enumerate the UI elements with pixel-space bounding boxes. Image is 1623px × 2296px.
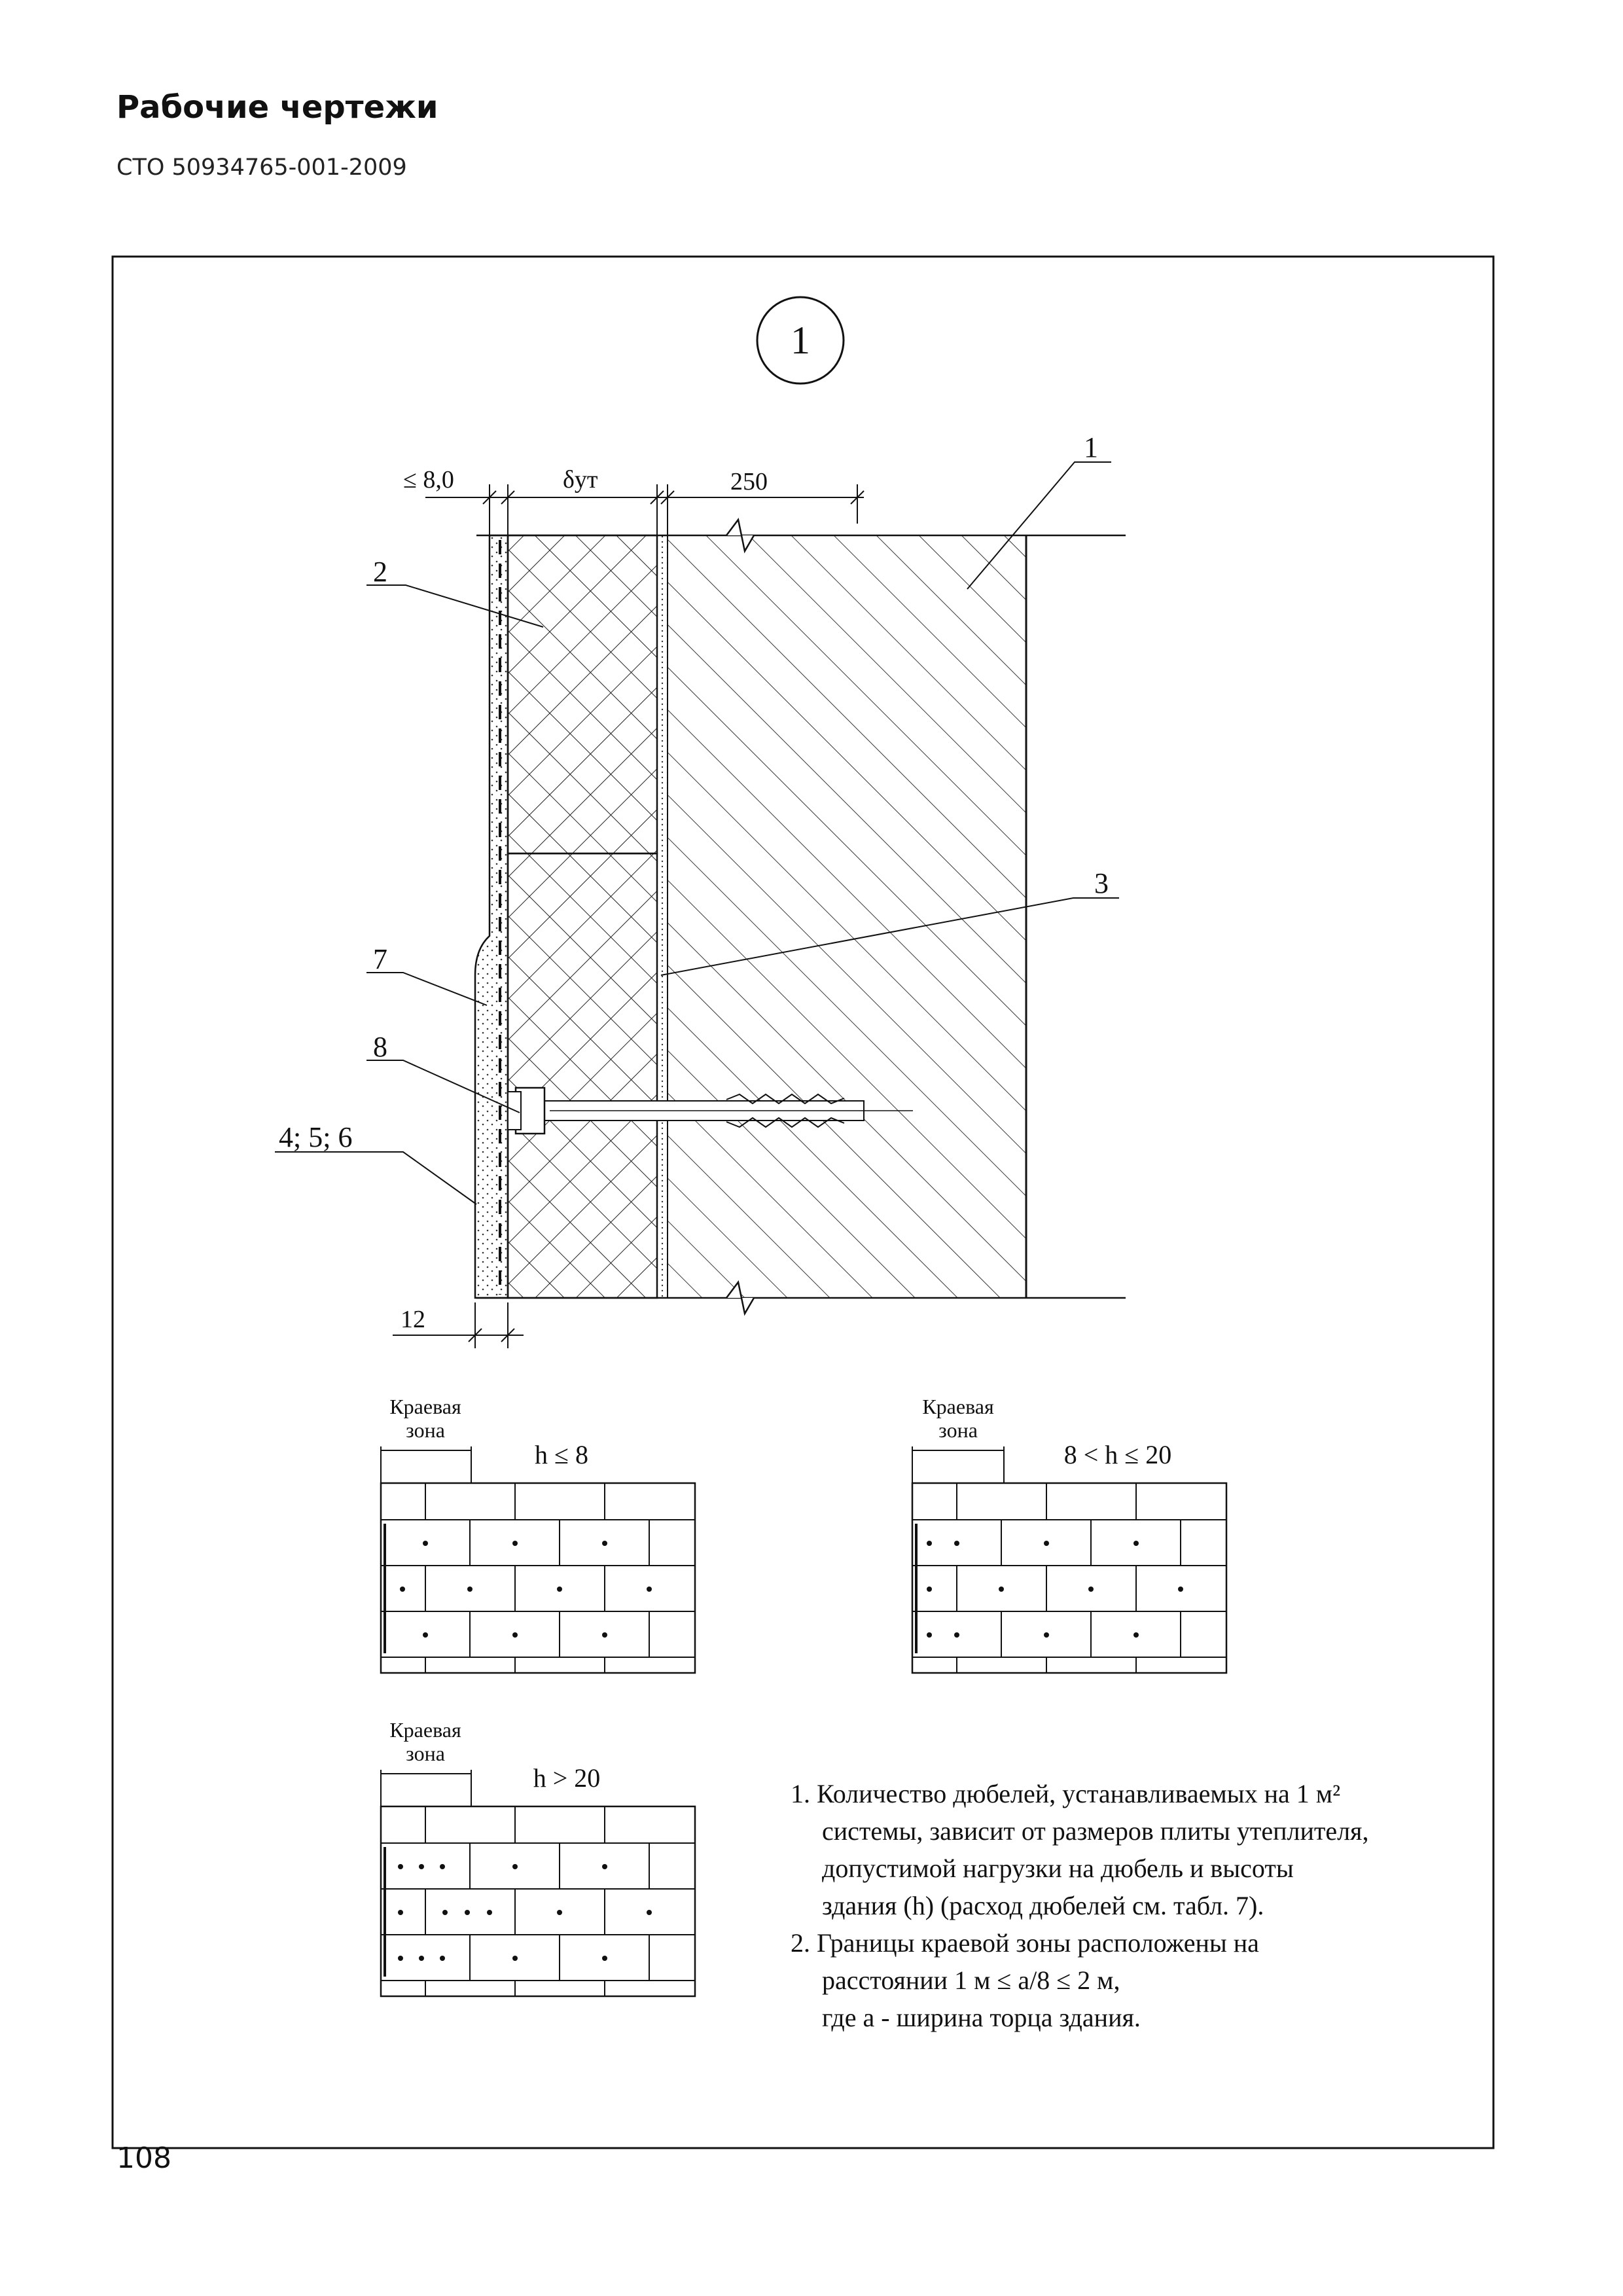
note-2 (791, 1924, 1368, 2036)
callout-8: 8 (373, 1031, 387, 1063)
note-2-line-1: 2. Границы краевой зоны расположены на (791, 1928, 1259, 1958)
pattern-height-label: h > 20 (533, 1763, 601, 1793)
note-1 (791, 1775, 1368, 1924)
callout-3: 3 (1094, 867, 1109, 899)
note-1-line-1: 1. Количество дюбелей, устанавливаемых на 1 м² (791, 1779, 1341, 1808)
dim-wall-thickness: 250 (730, 468, 768, 495)
pattern-zone-label-1: Краевая (389, 1718, 461, 1742)
callout-7: 7 (373, 943, 387, 975)
detail-number: 1 (791, 319, 810, 362)
page-header-title: Рабочие чертежи (116, 89, 438, 126)
dim-insulation-thickness: δут (563, 466, 598, 493)
callout-4-5-6: 4; 5; 6 (279, 1121, 353, 1153)
pattern-zone-label-2: зона (406, 1418, 445, 1442)
note-2-line-2: расстоянии 1 м ≤ a/8 ≤ 2 м, (822, 1965, 1120, 1995)
pattern-height-label: h ≤ 8 (535, 1440, 588, 1469)
note-1-line-2: системы, зависит от размеров плиты утеплителя, (822, 1816, 1369, 1846)
adhesive-layer (657, 535, 668, 1298)
callout-1: 1 (1084, 431, 1098, 463)
callout-2: 2 (373, 556, 387, 588)
pattern-height-label: 8 < h ≤ 20 (1063, 1440, 1172, 1469)
dim-render-bottom: 12 (401, 1306, 425, 1333)
pattern-zone-label-1: Краевая (389, 1395, 461, 1418)
note-2-line-3: где a - ширина торца здания. (822, 2003, 1141, 2032)
render-layer (475, 535, 508, 1298)
standard-code: СТО 50934765-001-2009 (116, 154, 407, 181)
page-number: 108 (116, 2142, 171, 2175)
detail-marker (757, 297, 844, 384)
note-1-line-3: допустимой нагрузки на дюбель и высоты (822, 1854, 1294, 1883)
note-1-line-4: здания (h) (расход дюбелей см. табл. 7). (822, 1891, 1264, 1920)
pattern-h-le-8 (381, 1395, 695, 1673)
pattern-h-gt-20 (381, 1718, 695, 1996)
dimensions-top (425, 484, 864, 535)
pattern-zone-label-2: зона (938, 1418, 978, 1442)
pattern-zone-label-1: Краевая (922, 1395, 994, 1418)
insulation-lower (508, 853, 657, 1298)
pattern-zone-label-2: зона (406, 1742, 445, 1765)
wall-section (275, 431, 1126, 1348)
dim-render-thickness: ≤ 8,0 (403, 466, 454, 493)
pattern-h-8-20 (912, 1395, 1226, 1673)
notes-block (791, 1775, 1368, 2036)
insulation-upper (508, 535, 657, 853)
